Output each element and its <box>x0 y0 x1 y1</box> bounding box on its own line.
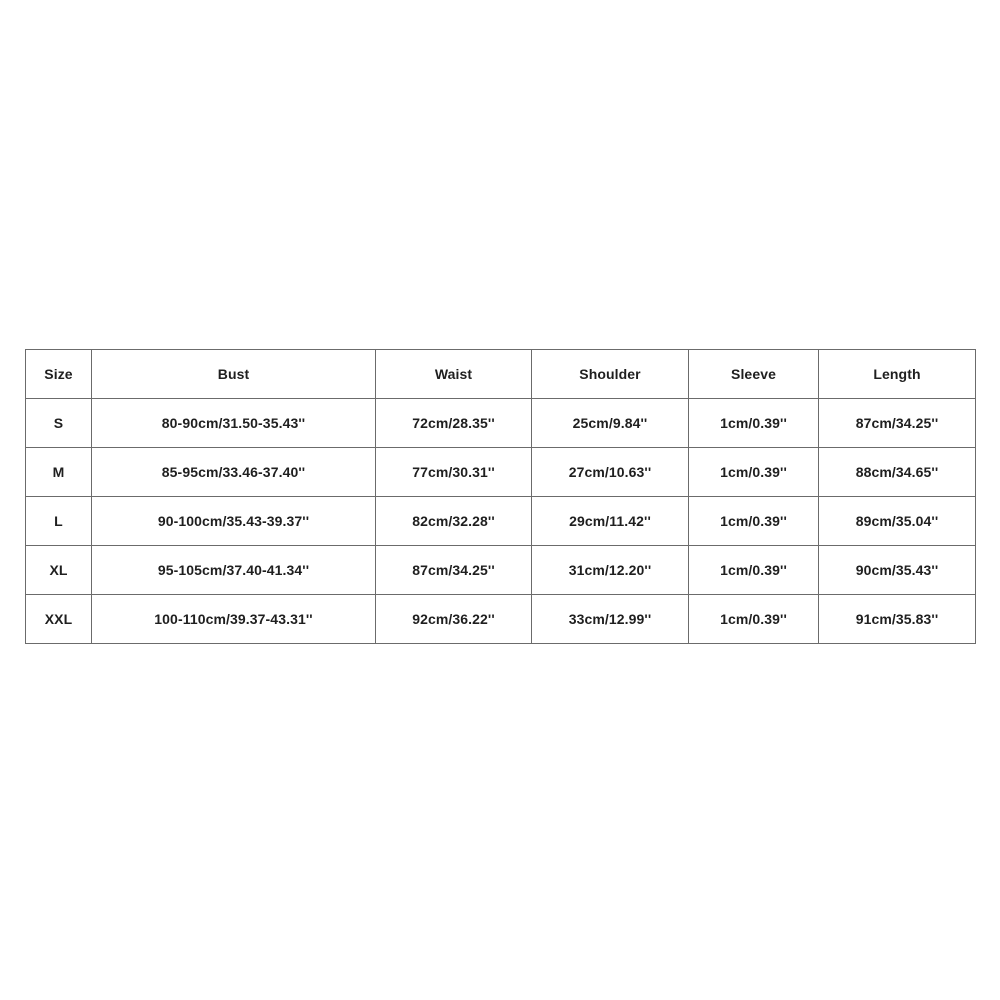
cell-waist: 72cm/28.35'' <box>376 399 532 448</box>
cell-length: 90cm/35.43'' <box>819 546 976 595</box>
size-chart-header <box>26 350 976 399</box>
cell-length: 87cm/34.25'' <box>819 399 976 448</box>
cell-shoulder: 29cm/11.42'' <box>532 497 689 546</box>
header-waist: Waist <box>376 350 532 399</box>
cell-waist: 92cm/36.22'' <box>376 595 532 644</box>
header-sleeve: Sleeve <box>689 350 819 399</box>
table-row <box>26 448 976 497</box>
header-size: Size <box>26 350 92 399</box>
cell-shoulder: 33cm/12.99'' <box>532 595 689 644</box>
cell-size: M <box>26 448 92 497</box>
cell-sleeve: 1cm/0.39'' <box>689 546 819 595</box>
cell-length: 91cm/35.83'' <box>819 595 976 644</box>
cell-size: L <box>26 497 92 546</box>
cell-waist: 77cm/30.31'' <box>376 448 532 497</box>
header-shoulder: Shoulder <box>532 350 689 399</box>
cell-bust: 95-105cm/37.40-41.34'' <box>92 546 376 595</box>
table-row <box>26 546 976 595</box>
cell-waist: 82cm/32.28'' <box>376 497 532 546</box>
header-bust: Bust <box>92 350 376 399</box>
cell-shoulder: 31cm/12.20'' <box>532 546 689 595</box>
cell-bust: 85-95cm/33.46-37.40'' <box>92 448 376 497</box>
cell-shoulder: 27cm/10.63'' <box>532 448 689 497</box>
cell-bust: 80-90cm/31.50-35.43'' <box>92 399 376 448</box>
cell-sleeve: 1cm/0.39'' <box>689 448 819 497</box>
cell-length: 89cm/35.04'' <box>819 497 976 546</box>
cell-length: 88cm/34.65'' <box>819 448 976 497</box>
cell-size: XXL <box>26 595 92 644</box>
cell-size: S <box>26 399 92 448</box>
cell-sleeve: 1cm/0.39'' <box>689 399 819 448</box>
cell-waist: 87cm/34.25'' <box>376 546 532 595</box>
cell-shoulder: 25cm/9.84'' <box>532 399 689 448</box>
size-chart-body <box>26 399 976 644</box>
table-row <box>26 595 976 644</box>
table-row <box>26 497 976 546</box>
size-chart-table <box>25 349 976 644</box>
cell-size: XL <box>26 546 92 595</box>
header-length: Length <box>819 350 976 399</box>
header-row <box>26 350 976 399</box>
cell-sleeve: 1cm/0.39'' <box>689 497 819 546</box>
cell-bust: 90-100cm/35.43-39.37'' <box>92 497 376 546</box>
table-row <box>26 399 976 448</box>
cell-bust: 100-110cm/39.37-43.31'' <box>92 595 376 644</box>
cell-sleeve: 1cm/0.39'' <box>689 595 819 644</box>
